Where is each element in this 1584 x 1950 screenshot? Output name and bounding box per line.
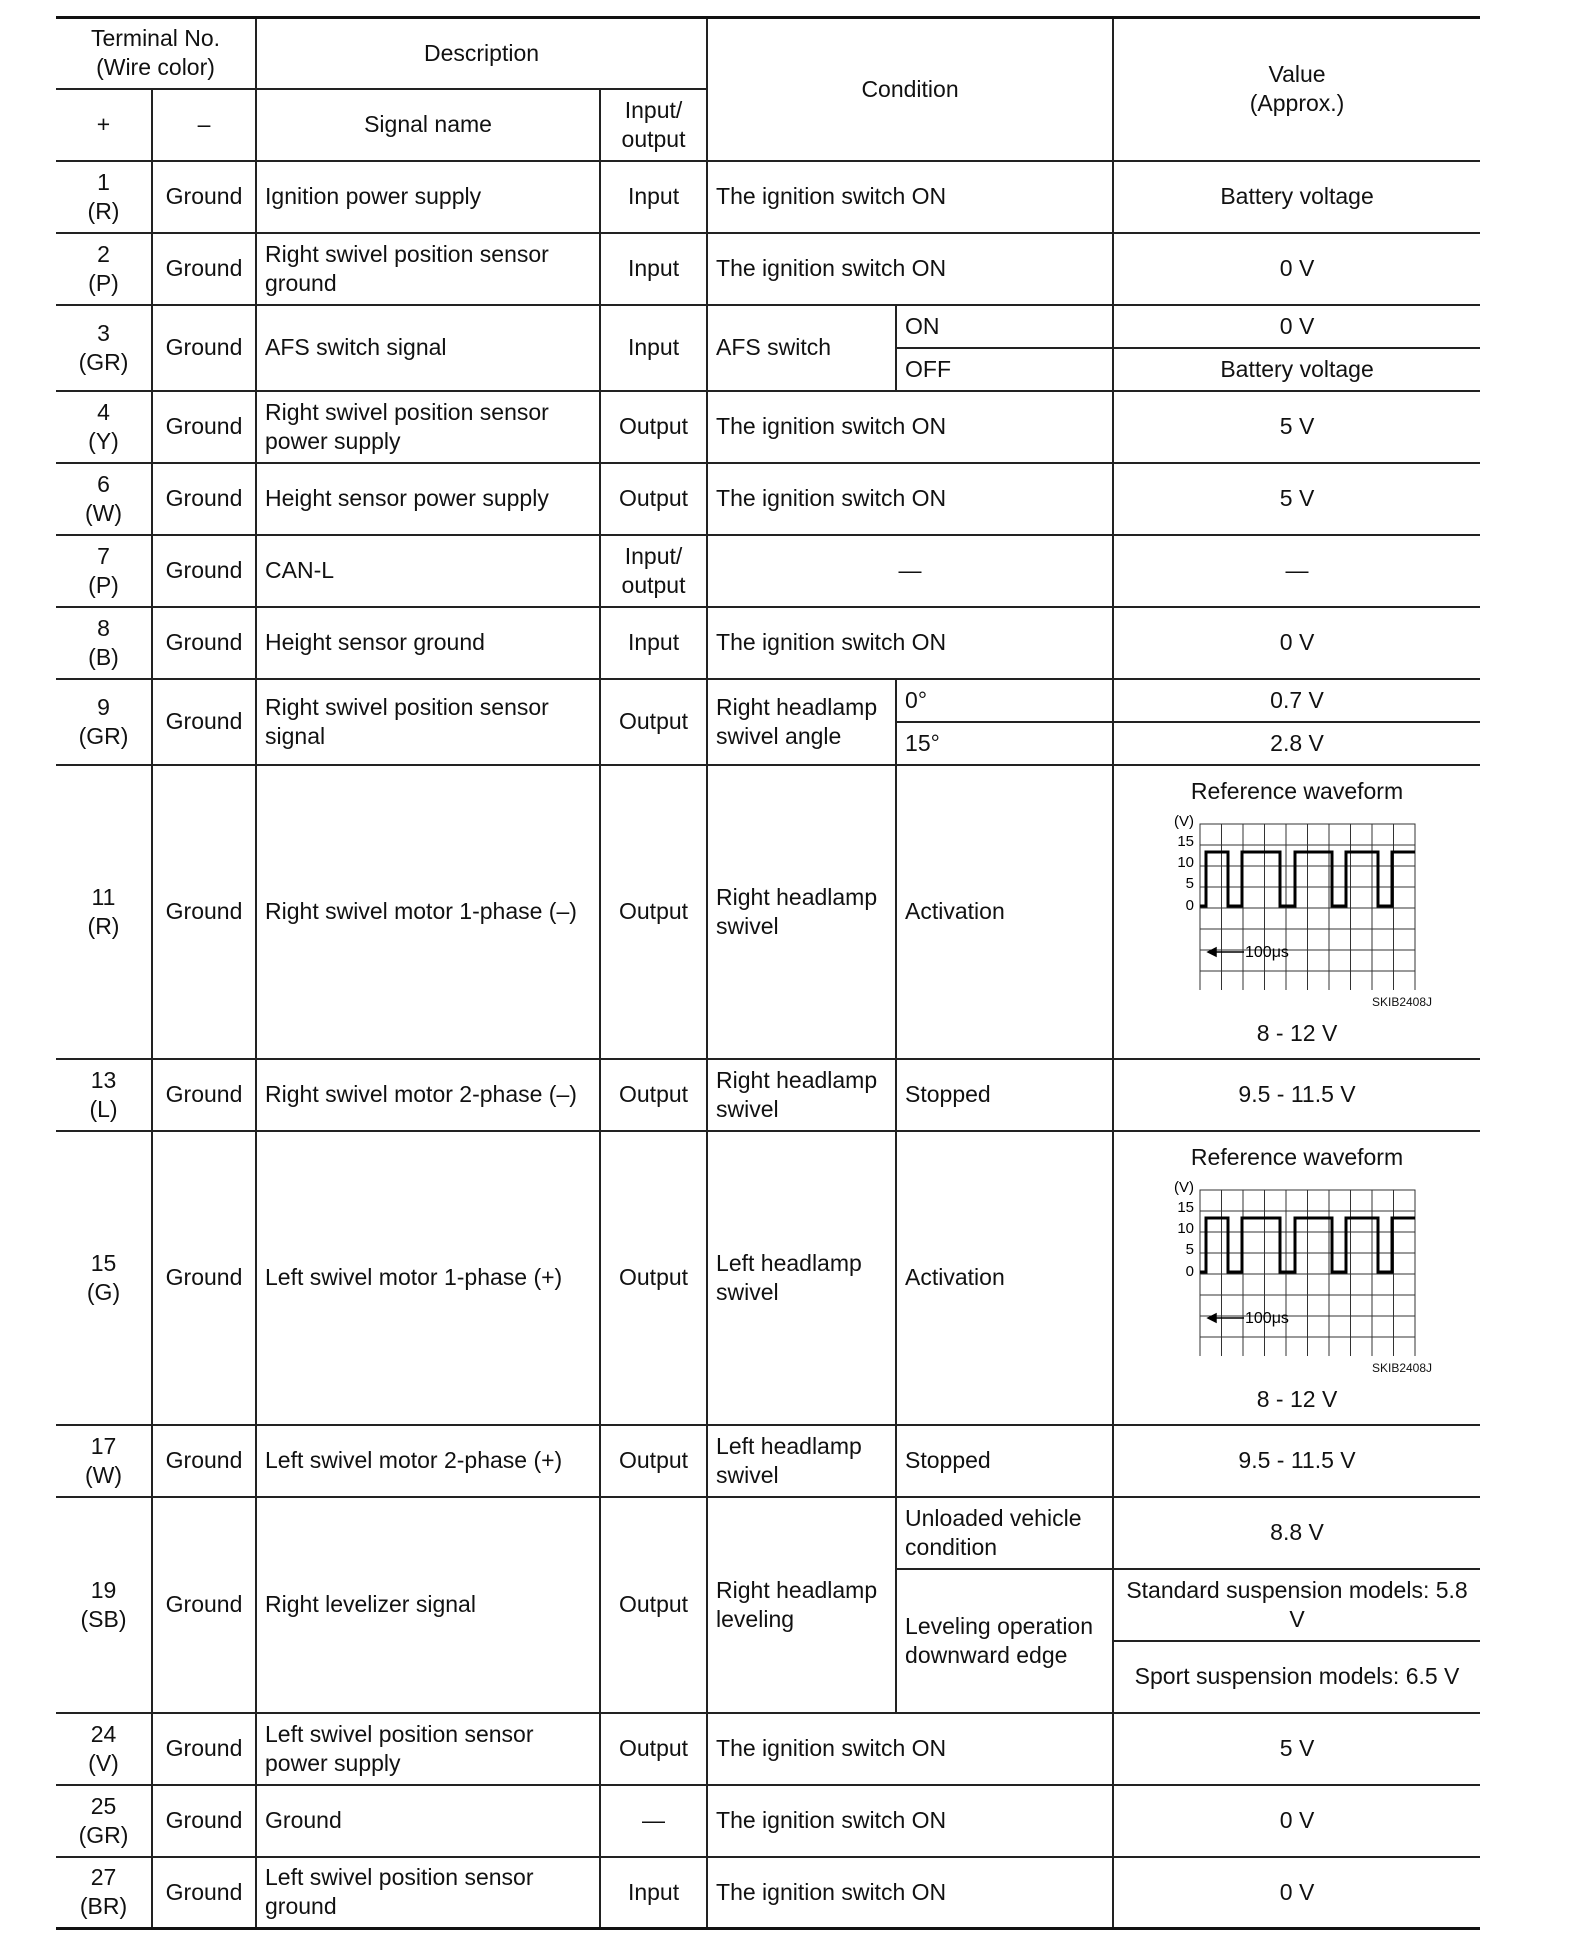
terminal-cell: 25 (GR) [56, 1785, 152, 1857]
condition-cell: Left headlamp swivel [707, 1425, 896, 1497]
signal-cell: Right swivel motor 2-phase (–) [256, 1059, 600, 1131]
condition-cell: The ignition switch ON [707, 607, 1113, 679]
io-cell: Input [600, 161, 707, 233]
subcondition-cell: Activation [896, 765, 1113, 1059]
signal-cell: Ground [256, 1785, 600, 1857]
io-cell: Output [600, 1713, 707, 1785]
terminal-cell: 17 (W) [56, 1425, 152, 1497]
header-description: Description [256, 18, 707, 89]
header-plus: + [56, 89, 152, 161]
terminal-cell: 11 (R) [56, 765, 152, 1059]
terminal-cell: 2 (P) [56, 233, 152, 305]
waveform-title: Reference waveform [1190, 778, 1404, 804]
table-row [56, 161, 1480, 233]
signal-cell: Right swivel position sensor ground [256, 233, 600, 305]
waveform-tick: 5 [1185, 875, 1195, 892]
table-row [56, 1059, 1480, 1131]
ground-cell: Ground [152, 161, 256, 233]
condition-cell: The ignition switch ON [707, 161, 1113, 233]
waveform-tick: 10 [1177, 854, 1195, 871]
subcondition-cell: Stopped [896, 1059, 1113, 1131]
table-row [56, 233, 1480, 305]
terminal-cell: 6 (W) [56, 463, 152, 535]
ground-cell: Ground [152, 1785, 256, 1857]
signal-cell: Left swivel motor 2-phase (+) [256, 1425, 600, 1497]
reference-waveform [1172, 1176, 1422, 1356]
table-row [56, 391, 1480, 463]
io-cell: Input/ output [600, 535, 707, 607]
signal-cell: Left swivel position sensor ground [256, 1857, 600, 1929]
condition-cell: Left headlamp swivel [707, 1131, 896, 1425]
value-cell: 5 V [1113, 391, 1480, 463]
terminal-spec-table [56, 16, 1480, 1930]
signal-cell: Height sensor power supply [256, 463, 600, 535]
ground-cell: Ground [152, 1059, 256, 1131]
terminal-cell: 9 (GR) [56, 679, 152, 765]
terminal-cell: 1 (R) [56, 161, 152, 233]
waveform-tick: 0 [1185, 1263, 1195, 1280]
value-cell: — [1113, 535, 1480, 607]
waveform-tick: 15 [1177, 1199, 1195, 1216]
table-row [56, 1785, 1480, 1857]
header-input-output: Input/ output [600, 89, 707, 161]
value-text: 8 - 12 V [1256, 1386, 1338, 1412]
header-value: Value (Approx.) [1113, 18, 1480, 161]
terminal-cell: 27 (BR) [56, 1857, 152, 1929]
table-row [56, 1497, 1480, 1569]
io-cell: Output [600, 1497, 707, 1713]
io-cell: Output [600, 1059, 707, 1131]
header-minus: – [152, 89, 256, 161]
subcondition-cell: Leveling operation downward edge [896, 1569, 1113, 1713]
table-row [56, 463, 1480, 535]
io-cell: Output [600, 463, 707, 535]
ground-cell: Ground [152, 1713, 256, 1785]
terminal-cell: 13 (L) [56, 1059, 152, 1131]
waveform-code: SKIB2408J [1371, 995, 1433, 1009]
ground-cell: Ground [152, 1857, 256, 1929]
subcondition-cell: ON [896, 305, 1113, 348]
value-cell: 9.5 - 11.5 V [1113, 1425, 1480, 1497]
condition-cell: Right headlamp swivel [707, 765, 896, 1059]
header-terminal: Terminal No. (Wire color) [56, 18, 256, 89]
ground-cell: Ground [152, 1425, 256, 1497]
io-cell: Input [600, 1857, 707, 1929]
waveform-tick: 10 [1177, 1220, 1195, 1237]
ground-cell: Ground [152, 463, 256, 535]
subcondition-cell: 0° [896, 679, 1113, 722]
condition-cell: The ignition switch ON [707, 391, 1113, 463]
subcondition-cell: Activation [896, 1131, 1113, 1425]
ground-cell: Ground [152, 607, 256, 679]
waveform-value-cell [1113, 1131, 1480, 1425]
value-cell: 0 V [1113, 233, 1480, 305]
io-cell: Input [600, 305, 707, 391]
terminal-cell: 3 (GR) [56, 305, 152, 391]
subcondition-cell: Stopped [896, 1425, 1113, 1497]
io-cell: Input [600, 607, 707, 679]
condition-cell: The ignition switch ON [707, 1857, 1113, 1929]
waveform-tick: 5 [1185, 1241, 1195, 1258]
io-cell: Output [600, 679, 707, 765]
table-row [56, 1713, 1480, 1785]
reference-waveform [1172, 810, 1422, 990]
waveform-time-arrow [1208, 1314, 1244, 1322]
table-row [56, 607, 1480, 679]
value-cell: 0 V [1113, 607, 1480, 679]
condition-cell: Right headlamp swivel angle [707, 679, 896, 765]
waveform-unit: (V) [1174, 1179, 1195, 1196]
signal-cell: CAN-L [256, 535, 600, 607]
ground-cell: Ground [152, 679, 256, 765]
terminal-cell: 24 (V) [56, 1713, 152, 1785]
value-cell: 0 V [1113, 305, 1480, 348]
condition-cell: Right headlamp leveling [707, 1497, 896, 1713]
condition-cell: The ignition switch ON [707, 463, 1113, 535]
signal-cell: Ignition power supply [256, 161, 600, 233]
waveform-value-cell [1113, 765, 1480, 1059]
waveform-code: SKIB2408J [1371, 1361, 1433, 1375]
ground-cell: Ground [152, 765, 256, 1059]
waveform-time: 100μs [1245, 1310, 1289, 1327]
terminal-cell: 8 (B) [56, 607, 152, 679]
value-text: 8 - 12 V [1256, 1020, 1338, 1046]
waveform-time: 100μs [1245, 944, 1289, 961]
value-cell: 5 V [1113, 463, 1480, 535]
io-cell: Output [600, 391, 707, 463]
value-cell: Sport suspension models: 6.5 V [1113, 1641, 1480, 1713]
waveform-time-arrow [1208, 948, 1244, 956]
signal-cell: Left swivel position sensor power supply [256, 1713, 600, 1785]
io-cell: Output [600, 765, 707, 1059]
value-cell: Battery voltage [1113, 161, 1480, 233]
value-cell: 0.7 V [1113, 679, 1480, 722]
value-cell: 0 V [1113, 1785, 1480, 1857]
subcondition-cell: 15° [896, 722, 1113, 765]
signal-cell: Right swivel position sensor signal [256, 679, 600, 765]
signal-cell: AFS switch signal [256, 305, 600, 391]
value-cell: 2.8 V [1113, 722, 1480, 765]
ground-cell: Ground [152, 305, 256, 391]
table-row [56, 765, 1480, 1059]
waveform-tick: 0 [1185, 897, 1195, 914]
value-cell: 5 V [1113, 1713, 1480, 1785]
subcondition-cell: Unloaded vehicle condition [896, 1497, 1113, 1569]
ground-cell: Ground [152, 535, 256, 607]
signal-cell: Right levelizer signal [256, 1497, 600, 1713]
ground-cell: Ground [152, 1497, 256, 1713]
table-row [56, 1131, 1480, 1425]
terminal-cell: 15 (G) [56, 1131, 152, 1425]
signal-cell: Right swivel position sensor power supply [256, 391, 600, 463]
condition-cell: Right headlamp swivel [707, 1059, 896, 1131]
waveform-tick: 15 [1177, 833, 1195, 850]
io-cell: Output [600, 1425, 707, 1497]
condition-cell: AFS switch [707, 305, 896, 391]
table-row [56, 679, 1480, 722]
condition-cell: — [707, 535, 1113, 607]
header-signal-name: Signal name [256, 89, 600, 161]
condition-cell: The ignition switch ON [707, 1713, 1113, 1785]
waveform-title: Reference waveform [1190, 1144, 1404, 1170]
value-cell: 9.5 - 11.5 V [1113, 1059, 1480, 1131]
io-cell: Input [600, 233, 707, 305]
signal-cell: Height sensor ground [256, 607, 600, 679]
waveform-unit: (V) [1174, 813, 1195, 830]
value-cell: Battery voltage [1113, 348, 1480, 391]
value-cell: Standard suspension models: 5.8 V [1113, 1569, 1480, 1641]
signal-cell: Left swivel motor 1-phase (+) [256, 1131, 600, 1425]
table-row [56, 1857, 1480, 1929]
table-row [56, 535, 1480, 607]
ground-cell: Ground [152, 233, 256, 305]
signal-cell: Right swivel motor 1-phase (–) [256, 765, 600, 1059]
terminal-cell: 7 (P) [56, 535, 152, 607]
io-cell: — [600, 1785, 707, 1857]
subcondition-cell: OFF [896, 348, 1113, 391]
terminal-cell: 4 (Y) [56, 391, 152, 463]
value-cell: 0 V [1113, 1857, 1480, 1929]
table-row [56, 305, 1480, 348]
condition-cell: The ignition switch ON [707, 1785, 1113, 1857]
header-condition: Condition [707, 18, 1113, 161]
table-row [56, 1425, 1480, 1497]
condition-cell: The ignition switch ON [707, 233, 1113, 305]
value-cell: 8.8 V [1113, 1497, 1480, 1569]
ground-cell: Ground [152, 391, 256, 463]
ground-cell: Ground [152, 1131, 256, 1425]
terminal-cell: 19 (SB) [56, 1497, 152, 1713]
io-cell: Output [600, 1131, 707, 1425]
